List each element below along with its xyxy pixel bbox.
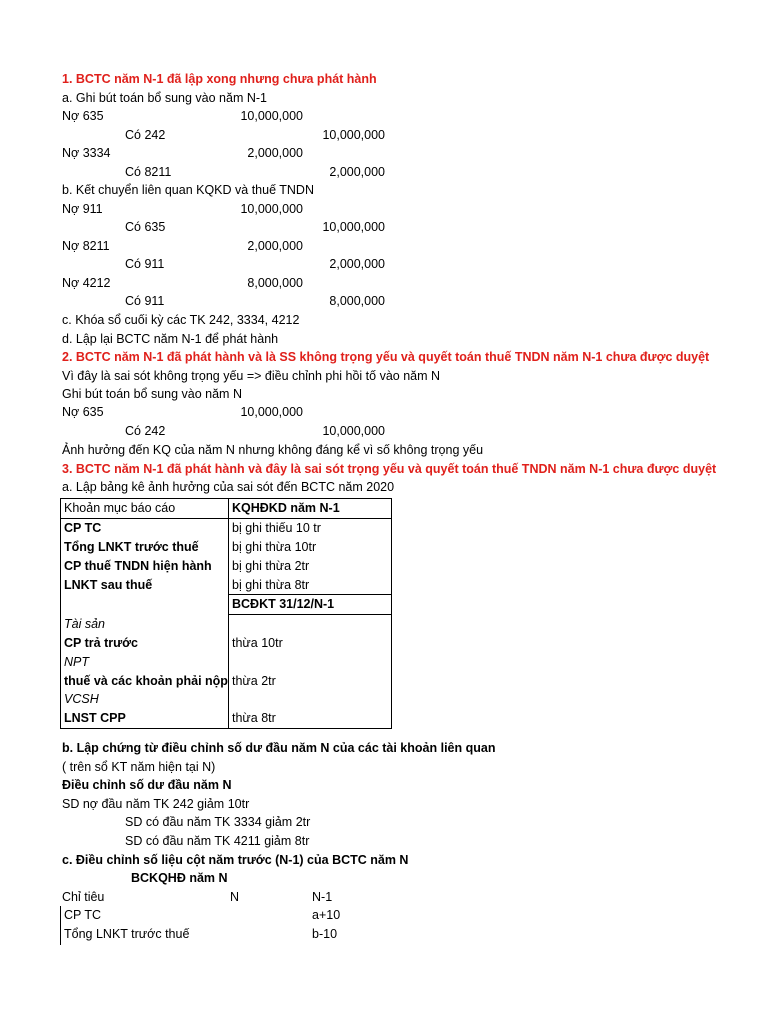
- section-2-line-3: Ảnh hưởng đến KQ của năm N nhưng không đáng kể vì số không trọng yếu: [62, 443, 484, 457]
- table-row: [61, 671, 392, 690]
- error-impact-table: [60, 498, 392, 729]
- section-3-heading: 3. BCTC năm N-1 đã phát hành và đây là sai sót trọng yếu và quyết toán thuế TNDN năm N-1 chưa được duyệt: [62, 462, 717, 476]
- col-header-kqhdkd: KQHĐKD năm N-1: [229, 499, 392, 519]
- report-title: BCKQHĐ năm N: [131, 871, 228, 885]
- section-3b-adjust-title: Điều chỉnh số dư đầu năm N: [62, 778, 232, 792]
- entry-label: Nợ 4212: [62, 276, 111, 290]
- adjust-line: SD nợ đầu năm TK 242 giảm 10tr: [62, 797, 250, 811]
- table-section-header-row: [61, 594, 392, 614]
- entry-label: Có 911: [125, 257, 165, 271]
- section-3b-title: b. Lập chứng từ điều chỉnh số dư đầu năm N của các tài khoản liên quan: [62, 741, 496, 755]
- credit-amount: 2,000,000: [329, 257, 385, 271]
- entry-label: Nợ 635: [62, 405, 104, 419]
- row-group-label: NPT: [61, 652, 229, 671]
- report-row-indicator: Tổng LNKT trước thuế: [64, 927, 190, 941]
- report-col-indicator: Chỉ tiêu: [62, 890, 105, 904]
- empty-cell: [61, 594, 229, 614]
- section-1a-title: a. Ghi bút toán bổ sung vào năm N-1: [62, 91, 267, 105]
- debit-amount: 2,000,000: [247, 239, 303, 253]
- report-col-n1: N-1: [312, 890, 333, 904]
- report-col-n: N: [230, 890, 240, 904]
- row-effect: thừa 10tr: [229, 634, 392, 653]
- section-1-heading: 1. BCTC năm N-1 đã lập xong nhưng chưa phát hành: [62, 72, 377, 86]
- table-header-row: [61, 499, 392, 519]
- section-2-heading: 2. BCTC năm N-1 đã phát hành và là SS không trọng yếu và quyết toán thuế TNDN năm N-1 chưa được duyệt: [62, 350, 710, 364]
- credit-amount: 10,000,000: [322, 128, 385, 142]
- row-effect: [229, 690, 392, 709]
- credit-amount: 10,000,000: [322, 220, 385, 234]
- credit-amount: 10,000,000: [322, 424, 385, 438]
- table-row: [61, 538, 392, 557]
- table-row: [61, 614, 392, 633]
- credit-amount: 2,000,000: [329, 165, 385, 179]
- section-1d-line: d. Lập lại BCTC năm N-1 để phát hành: [62, 332, 279, 346]
- entry-label: Nợ 635: [62, 109, 104, 123]
- table-row: [61, 634, 392, 653]
- table-row: [61, 556, 392, 575]
- entry-label: Có 242: [125, 424, 166, 438]
- row-item: CP TC: [61, 518, 229, 537]
- report-row-n1: a+10: [312, 908, 341, 922]
- entry-label: Có 635: [125, 220, 166, 234]
- section-1c-line: c. Khóa sổ cuối kỳ các TK 242, 3334, 4212: [62, 313, 300, 327]
- row-item: thuế và các khoản phải nộp: [61, 671, 229, 690]
- balance-sheet-header: BCĐKT 31/12/N-1: [229, 594, 392, 614]
- col-header-item: Khoản mục báo cáo: [61, 499, 229, 519]
- table-row: [61, 575, 392, 594]
- entry-label: Nợ 3334: [62, 146, 111, 160]
- row-effect: thừa 2tr: [229, 671, 392, 690]
- section-3b-subtitle: ( trên sổ KT năm hiện tại N): [62, 760, 216, 774]
- credit-amount: 8,000,000: [329, 294, 385, 308]
- entry-label: Nợ 8211: [62, 239, 110, 253]
- row-effect: bị ghi thừa 8tr: [229, 575, 392, 594]
- section-2-line-1: Vì đây là sai sót không trọng yếu => điều chỉnh phi hồi tố vào năm N: [62, 369, 441, 383]
- table-row: [61, 518, 392, 537]
- section-2-line-2: Ghi bút toán bổ sung vào năm N: [62, 387, 242, 401]
- row-effect: thừa 8tr: [229, 709, 392, 728]
- adjust-line: SD có đầu năm TK 4211 giảm 8tr: [125, 834, 310, 848]
- debit-amount: 8,000,000: [247, 276, 303, 290]
- row-item: CP thuế TNDN hiện hành: [61, 556, 229, 575]
- debit-amount: 10,000,000: [240, 202, 303, 216]
- debit-amount: 10,000,000: [240, 109, 303, 123]
- entry-label: Có 242: [125, 128, 166, 142]
- row-effect: bị ghi thiếu 10 tr: [229, 518, 392, 537]
- table-row: [61, 690, 392, 709]
- report-row-n1: b-10: [312, 927, 338, 941]
- entry-label: Có 8211: [125, 165, 172, 179]
- table-row: [61, 709, 392, 728]
- row-effect: [229, 614, 392, 633]
- debit-amount: 2,000,000: [247, 146, 303, 160]
- entry-label: Nợ 911: [62, 202, 103, 216]
- row-item: LNKT sau thuế: [61, 575, 229, 594]
- row-item: Tổng LNKT trước thuế: [61, 538, 229, 557]
- row-group-label: VCSH: [61, 690, 229, 709]
- section-3c-title: c. Điều chỉnh số liệu cột năm trước (N-1) của BCTC năm N: [62, 853, 409, 867]
- row-group-label: Tài sản: [61, 614, 229, 633]
- adjust-line: SD có đầu năm TK 3334 giảm 2tr: [125, 815, 311, 829]
- row-item: CP trả trước: [61, 634, 229, 653]
- row-item: LNST CPP: [61, 709, 229, 728]
- entry-label: Có 911: [125, 294, 165, 308]
- row-effect: [229, 652, 392, 671]
- debit-amount: 10,000,000: [240, 405, 303, 419]
- report-left-border: [60, 906, 61, 945]
- report-row-indicator: CP TC: [64, 908, 102, 922]
- table-row: [61, 652, 392, 671]
- section-3a-title: a. Lập bảng kê ảnh hưởng của sai sót đến BCTC năm 2020: [62, 480, 395, 494]
- section-1b-title: b. Kết chuyển liên quan KQKD và thuế TNDN: [62, 183, 314, 197]
- row-effect: bị ghi thừa 2tr: [229, 556, 392, 575]
- row-effect: bị ghi thừa 10tr: [229, 538, 392, 557]
